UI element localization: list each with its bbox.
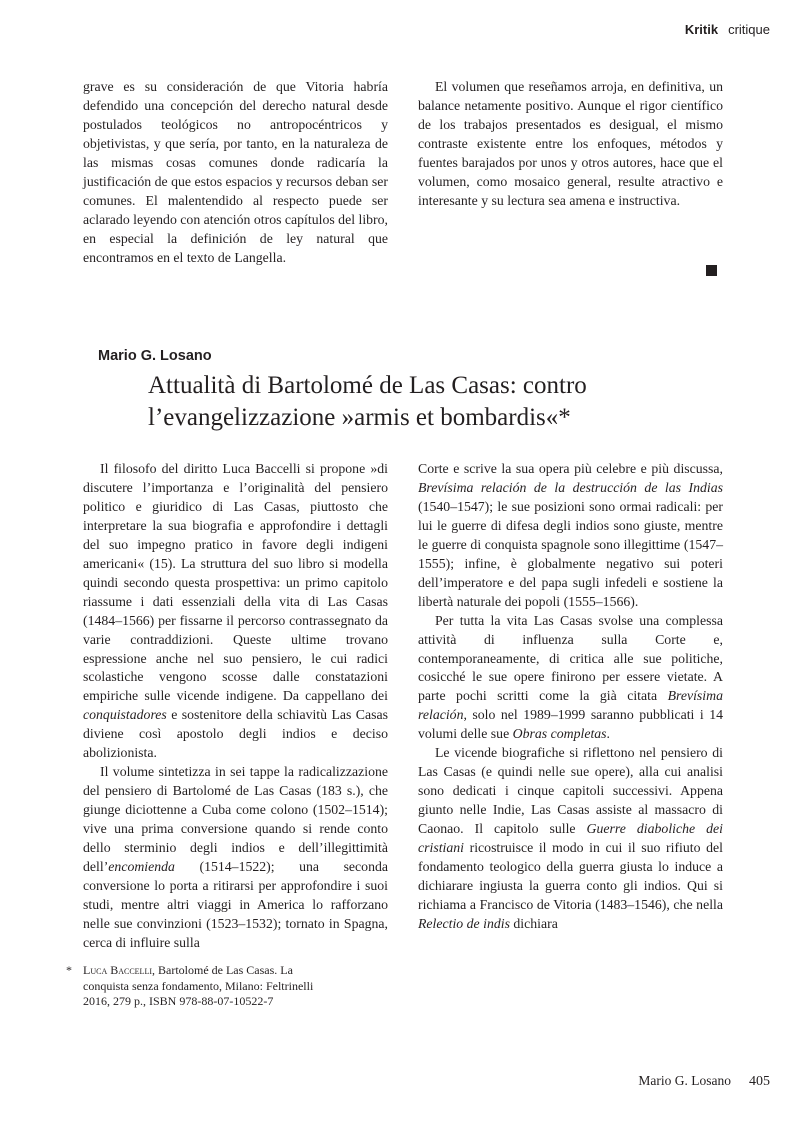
text-run: Il filosofo del diritto Luca Baccelli si propone »di discutere l’importanza e l’originalità del pensiero politico e giuridico di Las Casas, piuttosto che interpretare la sua biografia e approfondire i dettagli del suo impegno pratico in favore degli indigeni americani« (15). La struttura del suo libro si modella quindi secondo questa prospettiva: un primo capitolo riassume i dati essenziali della vita di Las Casas (1484–1566) per fissarne il percorso contrassegnato da varie contraddizioni. Queste ultime trovano espressione anche nel suo pensiero, le cui radici scolastiche vengono scosse dalle constatazioni empiriche sulle vicende indigene. Da cappellano dei — [83, 461, 388, 704]
footnote — [66, 963, 326, 1010]
text-run: Le vicende biografiche si riflettono nel pensiero di Las Casas (e quindi nelle sue opere), alla cui analisi sono dedicati i cinque capitoli successivi. Appena giunto nelle Indie, Las Casas assiste al massacro di Caonao. Il capitolo sulle — [418, 745, 723, 837]
text-run-italic: Brevísima relación — [418, 688, 723, 723]
text-run: . — [606, 726, 610, 742]
text-run-italic: Relectio de indis — [418, 915, 510, 931]
article-column-left — [83, 460, 388, 953]
footer-author: Mario G. Losano — [638, 1073, 731, 1088]
text-run: ricostruisce il modo in cui il suo rifiuto del fondamento teologico della guerra giusta lo induce a dichiarare ingiusta la guerra conto gli indios. Qui si richiama a Francisco de Vitoria (1483–1546), che nella — [418, 840, 723, 912]
text-run-italic: conquistadores — [83, 707, 167, 723]
running-header — [685, 22, 770, 37]
text-run-italic: Brevísima relación de la destrucción de las Indias — [418, 479, 723, 495]
text-run: dichiara — [509, 915, 558, 931]
article-author: Mario G. Losano — [98, 348, 212, 364]
previous-review-column-right — [418, 78, 723, 211]
previous-review-column-left — [83, 78, 388, 268]
page-number: 405 — [749, 1074, 770, 1089]
section-label: Kritik — [684, 22, 719, 37]
paragraph — [418, 744, 723, 934]
paragraph — [83, 460, 388, 763]
text-run: (1514–1522); una seconda conversione lo porta a ritirarsi per approfondire i suoi studi, mentre altri viaggi in America lo rafforzano nelle sue convinzioni (1523–1532); tornato in Spagna, cerca di influire sulla — [83, 859, 388, 950]
article-title: Attualità di Bartolomé de Las Casas: contro l’evangelizzazione »armis et bombardis«* — [148, 372, 587, 431]
paragraph — [83, 763, 388, 953]
footnote-author: Luca Baccelli — [83, 963, 152, 977]
article-column-right — [418, 460, 723, 934]
text-run-italic: encomienda — [108, 859, 175, 875]
text-run: (1540–1547); le sue posizioni sono ormai radicali: per lui le guerre di difesa degli indios sono giuste, mentre le guerre di conquista spagnole sono illegittime (1547–1555); infine, è globalmente negativo sui poteri dell’imperatore e del papa sugli infedeli e sostiene la libertà naturale dei popoli (1555–1566). — [418, 498, 723, 609]
paragraph — [418, 612, 723, 745]
footnote-mark: * — [66, 963, 72, 977]
page-footer — [638, 1073, 770, 1090]
text-run: Corte e scrive la sua opera più celebre e più discussa, — [418, 461, 723, 476]
text-run-italic: Obras completas — [512, 726, 607, 742]
text-run: Il volume sintetizza in sei tappe la radicalizzazione del pensiero di Bartolomé de Las Casas (183 s.), che giunge diciottenne a Cuba come colono (1502–1514); vive una prima conversione quando si rende conto dello sterminio degli indios e dell’illegittimità dell’ — [83, 764, 388, 875]
subsection-label: critique — [728, 22, 770, 37]
end-of-article-square-icon — [706, 265, 717, 276]
paragraph — [418, 460, 723, 612]
text-run-italic: Guerre diaboliche dei cristiani — [418, 821, 723, 856]
paragraph: grave es su consideración de que Vitoria habría defendido una concepción del derecho natural desde postulados teológicos no antropocéntricos y objetivistas, y que sería, por tanto, en la naturaleza de las mismas cosas comunes donde radicaría la justificación de que estos espacios y recursos deban ser comunes. El malentendido al respecto puede ser aclarado leyendo con atención otros capítulos del libro, en especial la definición de ley natural que encontramos en el texto de Langella. — [83, 79, 388, 265]
paragraph: El volumen que reseñamos arroja, en definitiva, un balance netamente positivo. Aunque el rigor científico de los trabajos presentados es desigual, el mismo contraste existente entre los enfoques, métodos y fuentes barajados por unos y otros autores, hace que el volumen, como mosaico general, resulte atractivo e interesante y su lectura sea amena e instructiva. — [418, 79, 723, 208]
footnote-reference: , Bartolomé de Las Casas. La conquista senza fondamento, Milano: Feltrinelli 2016, 279 p., ISBN 978-88-07-10522-7 — [83, 963, 314, 1009]
text-run: Per tutta la vita Las Casas svolse una complessa attività di influenza sulla Corte e, contemporaneamente, di critica alle sue politiche, cosicché le sue opere finirono per essere vietate. A parte pochi scritti come la già citata — [418, 612, 723, 704]
footnote-text — [83, 963, 326, 1010]
text-run: e sostenitore della schiavitù Las Casas diviene così apostolo degli indios e deciso abolizionista. — [83, 707, 388, 761]
text-run: , solo nel 1989–1999 saranno pubblicati i 14 volumi delle sue — [418, 707, 723, 742]
